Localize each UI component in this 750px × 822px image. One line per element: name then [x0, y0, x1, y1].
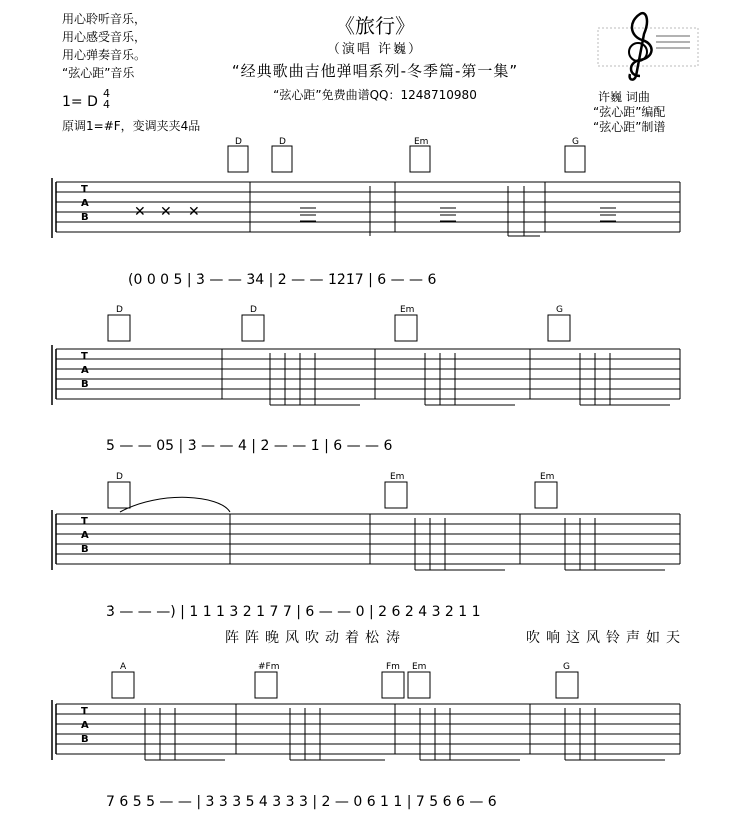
jianpu-row-3: 3̇ — — —) | 1 1 1 3 2 1 7 7 | 6 — — 0 | 2 6 2 4 3 2 1 1 [106, 604, 481, 620]
tab-clef-b: B [81, 379, 89, 390]
tab-clef-a: A [81, 530, 89, 541]
lyrics-phrase-3: 吹响这风铃声如天 [526, 630, 686, 646]
chord-name: A [120, 662, 127, 672]
tab-staff-row-1 [52, 178, 680, 238]
chord-name: Em [390, 472, 405, 482]
chord-name: Em [400, 305, 415, 315]
chord-name: D [279, 137, 286, 147]
tab-clef-a: A [81, 720, 89, 731]
chord-name: D [116, 472, 123, 482]
song-title: 《旅行》 [335, 14, 415, 38]
tab-staff-row-2 [52, 345, 680, 405]
tab-clef-row-2 [81, 350, 89, 392]
tab-clef-t: T [81, 706, 88, 717]
chord-name: G [563, 662, 570, 672]
tab-clef-a: A [81, 198, 89, 209]
jianpu-row-2: 5 — — 05 | 3̇ — — 4̇ | 2̇ — — 1̇ | 6 — — 6 [106, 438, 393, 454]
tab-clef-b: B [81, 734, 89, 745]
tab-clef-row-1 [81, 183, 89, 225]
key-signature: 1= D [62, 94, 98, 110]
chord-name: #Fm [258, 662, 280, 672]
chord-name: G [556, 305, 563, 315]
svg-text:✕: ✕ [188, 204, 200, 220]
svg-text:✕: ✕ [160, 204, 172, 220]
chord-name: D [250, 305, 257, 315]
chord-name: D [235, 137, 242, 147]
motto-line-1: 用心聆听音乐， [62, 12, 147, 26]
chord-name: Em [540, 472, 555, 482]
chord-name: Fm [386, 662, 400, 672]
tab-clef-t: T [81, 351, 88, 362]
chord-diagrams-row-1 [228, 146, 585, 172]
chord-name: Em [414, 137, 429, 147]
motto-line-2: 用心感受音乐， [62, 30, 147, 44]
tab-clef-a: A [81, 365, 89, 376]
tab-clef-row-4 [81, 705, 89, 747]
chord-diagrams-row-4 [112, 672, 578, 698]
tab-staff-row-3 [52, 497, 680, 570]
time-signature-top: 4 [103, 87, 110, 100]
tab-clef-b: B [81, 544, 89, 555]
treble-clef-logo [598, 13, 698, 80]
svg-text:✕: ✕ [134, 204, 146, 220]
capo-note: 原调1=#F，变调夹夹4品 [62, 119, 201, 133]
credit-transcriber: “弦心距”制谱 [593, 120, 666, 134]
chord-name: Em [412, 662, 427, 672]
credit-lyrics-music: 许巍 词曲 [598, 90, 650, 104]
series-line: “经典歌曲吉他弹唱系列-冬季篇-第一集” [231, 62, 519, 80]
tab-clef-t: T [81, 516, 88, 527]
chord-diagrams-row-3 [108, 482, 557, 508]
lyrics-phrase-2: 涛 [386, 630, 406, 646]
tab-clef-row-3 [81, 515, 89, 557]
tab-clef-t: T [81, 184, 88, 195]
motto-line-3: 用心弹奏音乐。 [62, 48, 147, 62]
lyrics-phrase-1: 阵阵晚风吹动着松 [225, 630, 385, 646]
time-signature-bottom: 4 [103, 98, 110, 111]
chord-diagrams-row-2 [108, 315, 570, 341]
chord-name: G [572, 137, 579, 147]
credit-arranger: “弦心距”编配 [593, 105, 666, 119]
jianpu-row-4: 7 6 5 5 — — | 3 3 3 5 4 3 3 3 | 2 — 0 6 1 1 | 7 5 6 6 — 6 [106, 794, 497, 810]
tab-staff-row-4 [52, 700, 680, 760]
free-score-line: “弦心距”免费曲谱QQ：1248710980 [273, 88, 477, 102]
singer-line: （演唱 许巍） [326, 42, 424, 57]
tab-clef-b: B [81, 212, 89, 223]
chord-name: D [116, 305, 123, 315]
motto-line-4: “弦心距”音乐 [62, 66, 135, 80]
jianpu-row-1: (0 0 0 5 | 3̇ — — 3̇4̇ | 2̇ — — 1̇2̇1̇7 | 6 — — 6 [128, 272, 437, 288]
